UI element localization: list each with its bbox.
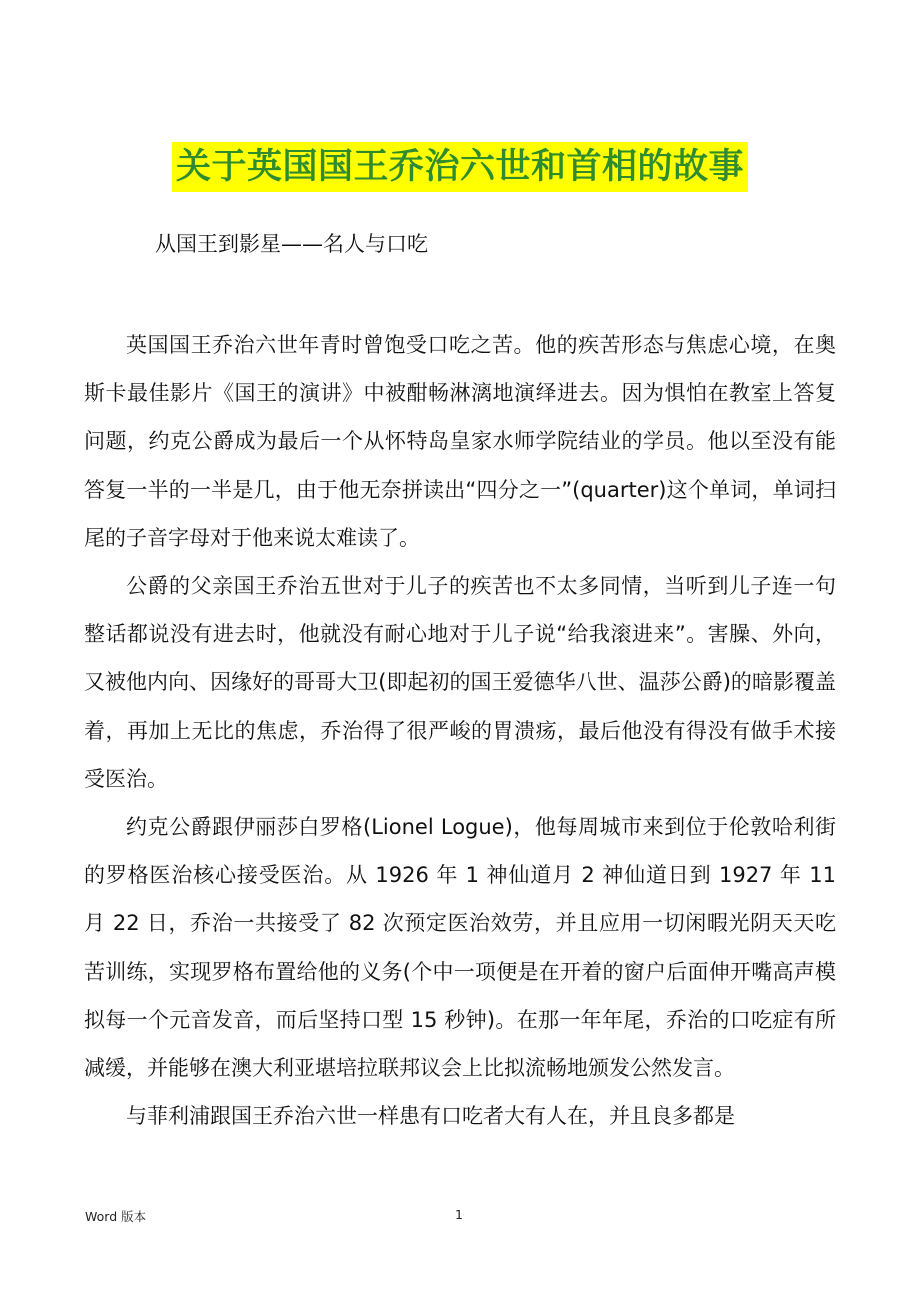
document-subtitle: 从国王到影星——名人与口吃 (155, 232, 428, 256)
paragraph: 公爵的父亲国王乔治五世对于儿子的疾苦也不太多同情，当听到儿子连一句整话都说没有进去时，他就没有耐心地对于儿子说“给我滚进来”。害臊、外向，又被他内向、因缘好的哥哥大卫(即起初的国王爱德华八世、温莎公爵)的暗影覆盖着，再加上无比的焦虑，乔治得了很严峻的胃溃疡，最后他没有得没有做手术接受医治。 (84, 574, 836, 791)
document-body (84, 321, 836, 1140)
paragraph: 英国国王乔治六世年青时曾饱受口吃之苦。他的疾苦形态与焦虑心境，在奥斯卡最佳影片《国王的演讲》中被酣畅淋漓地演绎进去。因为惧怕在教室上答复问题，约克公爵成为最后一个从怀特岛皇家水师学院结业的学员。他以至没有能答复一半的一半是几，由于他无奈拼读出“四分之一”(quarter)这个单词，单词扫尾的子音字母对于他来说太难读了。 (84, 333, 836, 550)
page-number: 1 (455, 1207, 463, 1222)
paragraph: 与菲利浦跟国王乔治六世一样患有口吃者大有人在，并且良多都是 (126, 1104, 735, 1129)
footer-version-label: Word 版本 (85, 1209, 147, 1224)
paragraph: 约克公爵跟伊丽莎白罗格(Lionel Logue)，他每周城市来到位于伦敦哈利街的罗格医治核心接受医治。从 1926 年 1 神仙道月 2 神仙道日到 1927 年 11 月 22 日，乔治一共接受了 82 次预定医治效劳，并且应用一切闲暇光阴天天吃苦训练，实现罗格布置给他的义务(个中一项便是在开着的窗户后面伸开嘴高声模拟每一个元音发音，而后坚持口型 15 秒钟)。在那一年年尾，乔治的口吃症有所减缓，并能够在澳大利亚堪培拉联邦议会上比拟流畅地颁发公然发言。 (84, 815, 836, 1081)
document-title: 关于英国国王乔治六世和首相的故事 (172, 142, 748, 192)
title-block (0, 142, 920, 192)
